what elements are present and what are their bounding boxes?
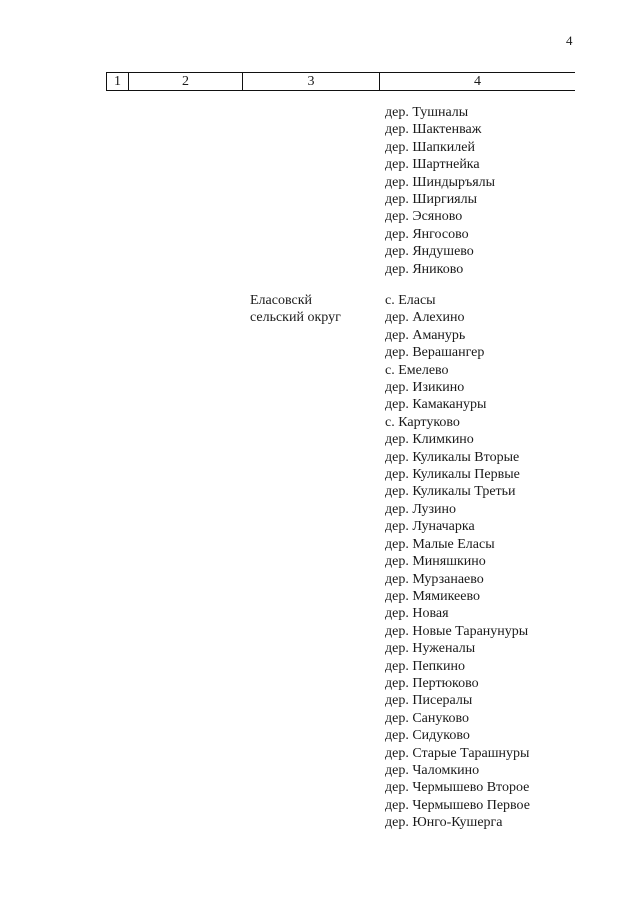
settlement-list-2 (385, 292, 530, 832)
page-number: 4 (566, 33, 573, 48)
settlement-item: дер. Писералы (385, 693, 473, 709)
settlement-item: дер. Мурзанаево (385, 571, 484, 587)
table-header-cell-4: 4 (379, 73, 575, 90)
table-header-row (106, 72, 575, 91)
settlement-item: дер. Верашангер (385, 345, 485, 361)
settlement-item: дер. Куликалы Первые (385, 467, 520, 483)
settlement-item: дер. Сидуково (385, 728, 470, 744)
settlement-item: дер. Сануково (385, 710, 469, 726)
district-name (250, 292, 341, 327)
district-name-line-1: Еласовскй (250, 293, 313, 308)
settlement-item: с. Еласы (385, 293, 436, 308)
settlement-item: дер. Шактенваж (385, 122, 482, 138)
settlement-item: дер. Миняшкино (385, 554, 486, 570)
settlement-item: с. Картуково (385, 414, 460, 430)
settlement-item: дер. Аманурь (385, 327, 466, 343)
settlement-item: дер. Яниково (385, 261, 464, 277)
settlement-list-1 (385, 104, 495, 278)
settlement-item: дер. Янгосово (385, 226, 469, 242)
settlement-item: дер. Новая (385, 606, 449, 622)
settlement-item: дер. Изикино (385, 380, 465, 396)
table-header-cell-2: 2 (128, 73, 242, 90)
settlement-item: дер. Куликалы Третьи (385, 484, 516, 500)
settlement-item: дер. Мямикеево (385, 588, 480, 604)
settlement-item: дер. Шиндыръялы (385, 174, 496, 190)
settlement-item: дер. Алехино (385, 310, 465, 326)
table-header-cell-1: 1 (106, 73, 128, 90)
settlement-item: дер. Юнго-Кушерга (385, 815, 503, 831)
settlement-item: дер. Пертюково (385, 675, 479, 691)
settlement-item: дер. Шапкилей (385, 139, 475, 155)
settlement-item: дер. Малые Еласы (385, 536, 495, 552)
settlement-item: дер. Луначарка (385, 519, 475, 535)
settlement-item: дер. Камакануры (385, 397, 487, 413)
settlement-item: с. Емелево (385, 362, 449, 378)
settlement-item: дер. Чаломкино (385, 762, 480, 778)
settlement-item: дер. Нуженалы (385, 641, 476, 657)
settlement-item: дер. Чермышево Первое (385, 797, 530, 813)
settlement-item: дер. Шартнейка (385, 157, 480, 173)
settlement-item: дер. Лузино (385, 501, 456, 517)
settlement-item: дер. Ширгиялы (385, 192, 478, 208)
settlement-item: дер. Куликалы Вторые (385, 449, 520, 465)
table-header-cell-3: 3 (242, 73, 379, 90)
settlement-item: дер. Тушналы (385, 105, 469, 120)
settlement-item: дер. Новые Таранунуры (385, 623, 529, 639)
district-name-line-2: сельский округ (250, 310, 341, 326)
settlement-item: дер. Чермышево Второе (385, 780, 530, 796)
settlement-item: дер. Яндушево (385, 244, 474, 260)
settlement-item: дер. Пепкино (385, 658, 465, 674)
settlement-item: дер. Эсяново (385, 209, 463, 225)
settlement-item: дер. Климкино (385, 432, 474, 448)
settlement-item: дер. Старые Тарашнуры (385, 745, 530, 761)
